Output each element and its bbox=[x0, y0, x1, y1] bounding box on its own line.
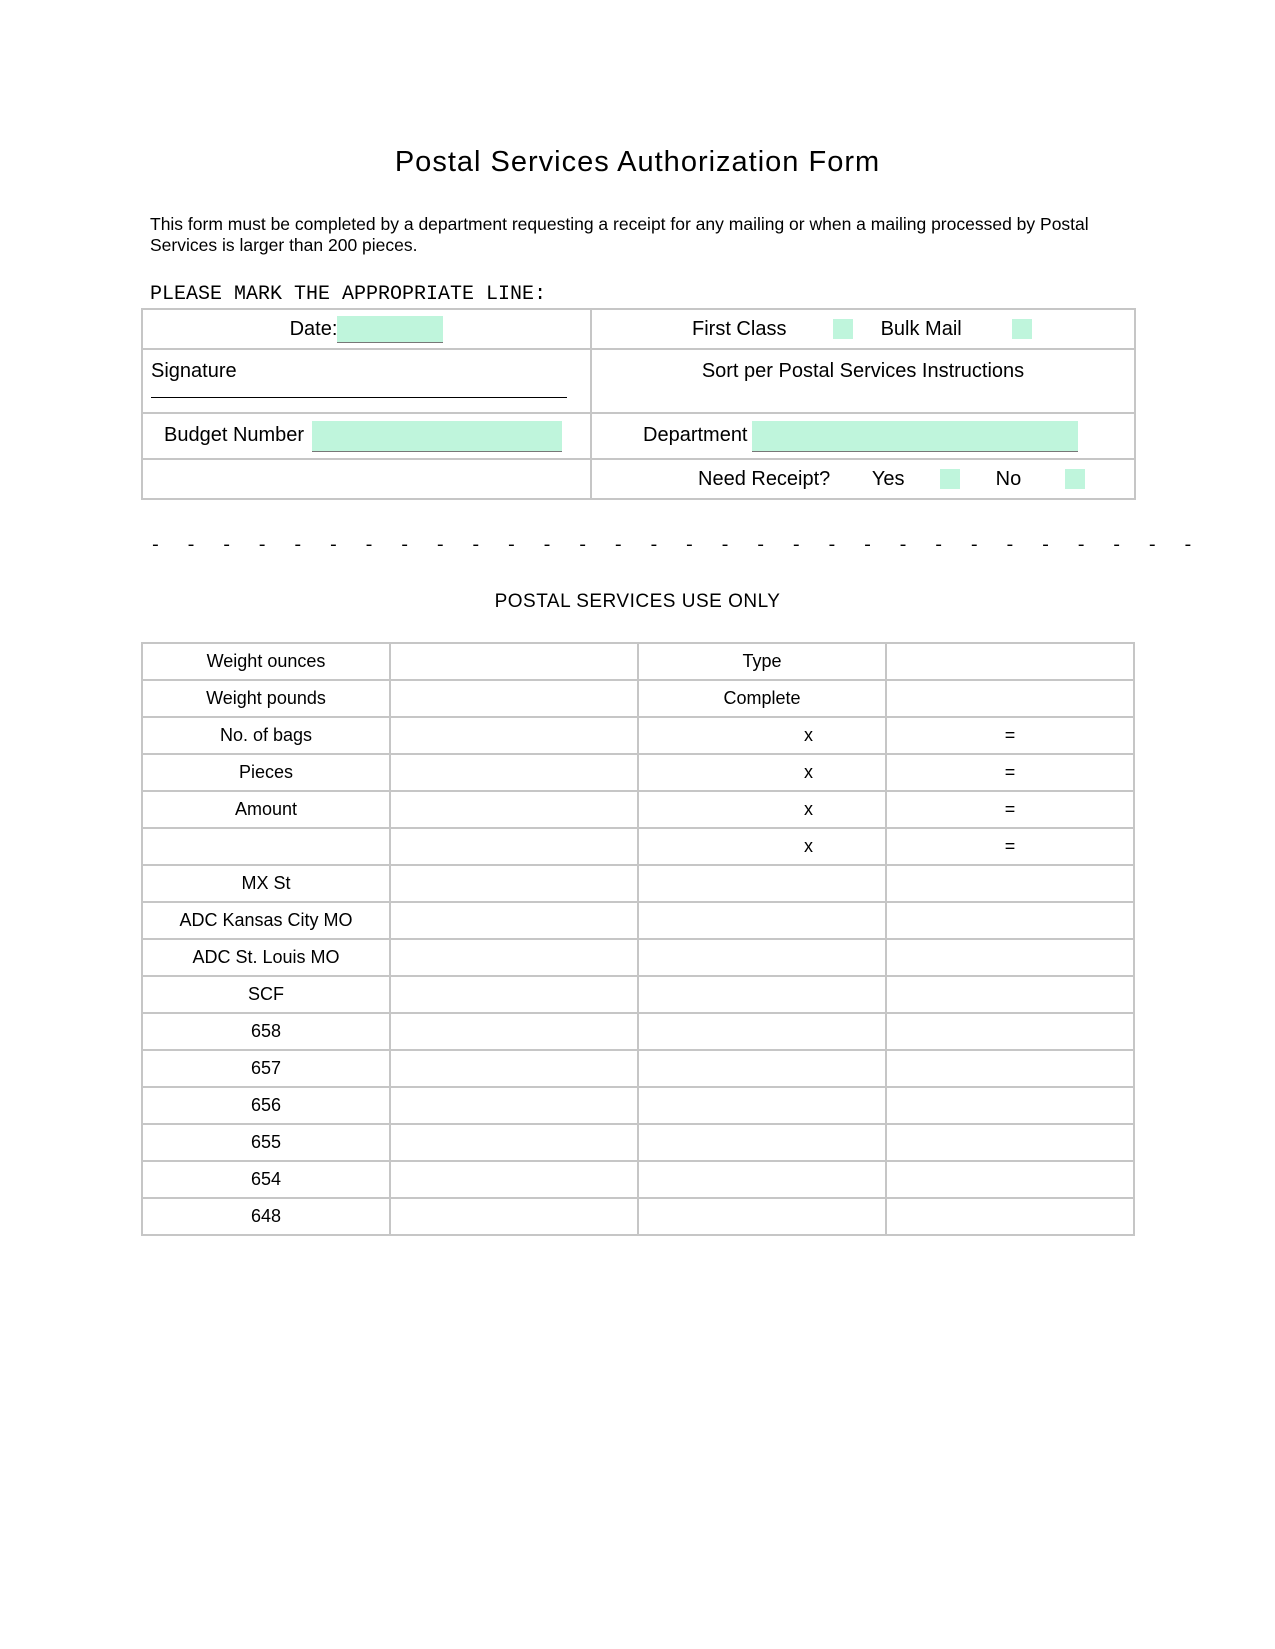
date-label: Date: bbox=[289, 317, 338, 340]
table-cell: x bbox=[638, 717, 886, 754]
authorization-table bbox=[141, 308, 1136, 500]
table-cell[interactable] bbox=[886, 1087, 1134, 1124]
table-cell[interactable] bbox=[886, 976, 1134, 1013]
table-cell: x bbox=[638, 828, 886, 865]
table-cell[interactable]: = bbox=[886, 791, 1134, 828]
table-cell[interactable] bbox=[390, 902, 638, 939]
postal-use-table bbox=[141, 642, 1135, 1236]
intro-text: This form must be completed by a department requesting a receipt for any mailing or when a mailing processed by Postal Services is larger than 200 pieces. bbox=[150, 214, 1089, 255]
table-row bbox=[142, 976, 1134, 1013]
table-row bbox=[142, 791, 1134, 828]
table-cell[interactable] bbox=[886, 902, 1134, 939]
sort-instructions: Sort per Postal Services Instructions bbox=[701, 360, 1025, 382]
table-cell[interactable] bbox=[390, 1124, 638, 1161]
no-checkbox[interactable] bbox=[1065, 469, 1085, 489]
table-cell[interactable] bbox=[886, 1050, 1134, 1087]
table-row bbox=[142, 680, 1134, 717]
table-cell: 648 bbox=[142, 1198, 390, 1235]
bulk-mail-label: Bulk Mail bbox=[880, 317, 962, 340]
table-row bbox=[142, 865, 1134, 902]
table-cell[interactable] bbox=[390, 680, 638, 717]
table-cell[interactable]: = bbox=[886, 754, 1134, 791]
signature-label: Signature bbox=[151, 360, 237, 382]
table-cell[interactable] bbox=[886, 1198, 1134, 1235]
table-cell: MX St bbox=[142, 865, 390, 902]
cut-line: - - - - - - - - - - - - - - - - - - - - - - - - - - - - - - bbox=[150, 536, 1201, 556]
table-row bbox=[142, 1087, 1134, 1124]
table-cell bbox=[638, 1013, 886, 1050]
receipt-cell bbox=[591, 459, 1135, 499]
table-row bbox=[142, 1013, 1134, 1050]
table-cell[interactable] bbox=[886, 1161, 1134, 1198]
budget-label: Budget Number bbox=[164, 424, 305, 447]
table-cell[interactable] bbox=[886, 1124, 1134, 1161]
table-cell[interactable] bbox=[886, 1013, 1134, 1050]
mail-class-cell bbox=[591, 309, 1135, 349]
table-cell bbox=[638, 1050, 886, 1087]
department-label: Department bbox=[643, 424, 748, 447]
table-cell bbox=[638, 865, 886, 902]
table-cell[interactable] bbox=[886, 865, 1134, 902]
table-cell: x bbox=[638, 754, 886, 791]
table-cell[interactable] bbox=[390, 865, 638, 902]
table-row bbox=[142, 1124, 1134, 1161]
form-title: Postal Services Authorization Form bbox=[394, 146, 881, 178]
table-cell[interactable] bbox=[390, 754, 638, 791]
table-cell: Weight ounces bbox=[142, 643, 390, 680]
bulk-mail-checkbox[interactable] bbox=[1012, 319, 1032, 339]
table-cell[interactable] bbox=[390, 643, 638, 680]
mark-instruction: PLEASE MARK THE APPROPRIATE LINE: bbox=[150, 283, 547, 306]
no-label: No bbox=[995, 467, 1022, 490]
table-cell[interactable] bbox=[886, 939, 1134, 976]
table-cell bbox=[638, 902, 886, 939]
table-row bbox=[142, 828, 1134, 865]
table-row bbox=[142, 1198, 1134, 1235]
signature-line[interactable] bbox=[151, 397, 567, 398]
table-cell: ADC Kansas City MO bbox=[142, 902, 390, 939]
table-cell: ADC St. Louis MO bbox=[142, 939, 390, 976]
table-cell[interactable] bbox=[390, 791, 638, 828]
table-cell[interactable] bbox=[886, 680, 1134, 717]
table-row bbox=[142, 643, 1134, 680]
table-row bbox=[142, 1161, 1134, 1198]
table-cell[interactable] bbox=[390, 1013, 638, 1050]
budget-field[interactable] bbox=[312, 421, 562, 452]
table-cell: 654 bbox=[142, 1161, 390, 1198]
table-cell bbox=[638, 1087, 886, 1124]
table-cell[interactable] bbox=[390, 976, 638, 1013]
table-cell[interactable] bbox=[390, 1087, 638, 1124]
table-cell: 658 bbox=[142, 1013, 390, 1050]
first-class-checkbox[interactable] bbox=[833, 319, 853, 339]
table-cell bbox=[638, 1161, 886, 1198]
empty-cell bbox=[142, 459, 591, 499]
table-cell bbox=[638, 1124, 886, 1161]
table-cell: Weight pounds bbox=[142, 680, 390, 717]
table-cell[interactable]: = bbox=[886, 828, 1134, 865]
table-row bbox=[142, 1050, 1134, 1087]
table-row bbox=[142, 717, 1134, 754]
need-receipt-label: Need Receipt? bbox=[698, 467, 831, 490]
department-field[interactable] bbox=[752, 421, 1078, 452]
table-cell bbox=[638, 976, 886, 1013]
table-cell: 656 bbox=[142, 1087, 390, 1124]
table-cell: 657 bbox=[142, 1050, 390, 1087]
budget-cell bbox=[142, 413, 591, 459]
yes-checkbox[interactable] bbox=[940, 469, 960, 489]
table-cell[interactable] bbox=[390, 1161, 638, 1198]
table-row bbox=[142, 754, 1134, 791]
table-cell: Complete bbox=[638, 680, 886, 717]
section-heading: POSTAL SERVICES USE ONLY bbox=[494, 591, 781, 612]
date-field[interactable] bbox=[337, 316, 443, 343]
table-cell: Pieces bbox=[142, 754, 390, 791]
table-cell: 655 bbox=[142, 1124, 390, 1161]
table-cell: No. of bags bbox=[142, 717, 390, 754]
table-cell bbox=[142, 828, 390, 865]
table-row bbox=[142, 939, 1134, 976]
sort-cell bbox=[591, 349, 1135, 413]
table-cell: SCF bbox=[142, 976, 390, 1013]
table-cell[interactable] bbox=[390, 1050, 638, 1087]
table-cell[interactable]: = bbox=[886, 717, 1134, 754]
table-cell[interactable] bbox=[886, 643, 1134, 680]
table-cell bbox=[638, 1198, 886, 1235]
first-class-label: First Class bbox=[692, 317, 787, 340]
table-row bbox=[142, 902, 1134, 939]
table-cell bbox=[638, 939, 886, 976]
table-cell: x bbox=[638, 791, 886, 828]
signature-cell bbox=[142, 349, 591, 413]
department-cell bbox=[591, 413, 1135, 459]
table-cell: Amount bbox=[142, 791, 390, 828]
date-cell bbox=[142, 309, 591, 349]
table-cell[interactable] bbox=[390, 828, 638, 865]
yes-label: Yes bbox=[871, 467, 905, 490]
table-cell[interactable] bbox=[390, 717, 638, 754]
table-cell: Type bbox=[638, 643, 886, 680]
table-cell[interactable] bbox=[390, 1198, 638, 1235]
table-cell[interactable] bbox=[390, 939, 638, 976]
